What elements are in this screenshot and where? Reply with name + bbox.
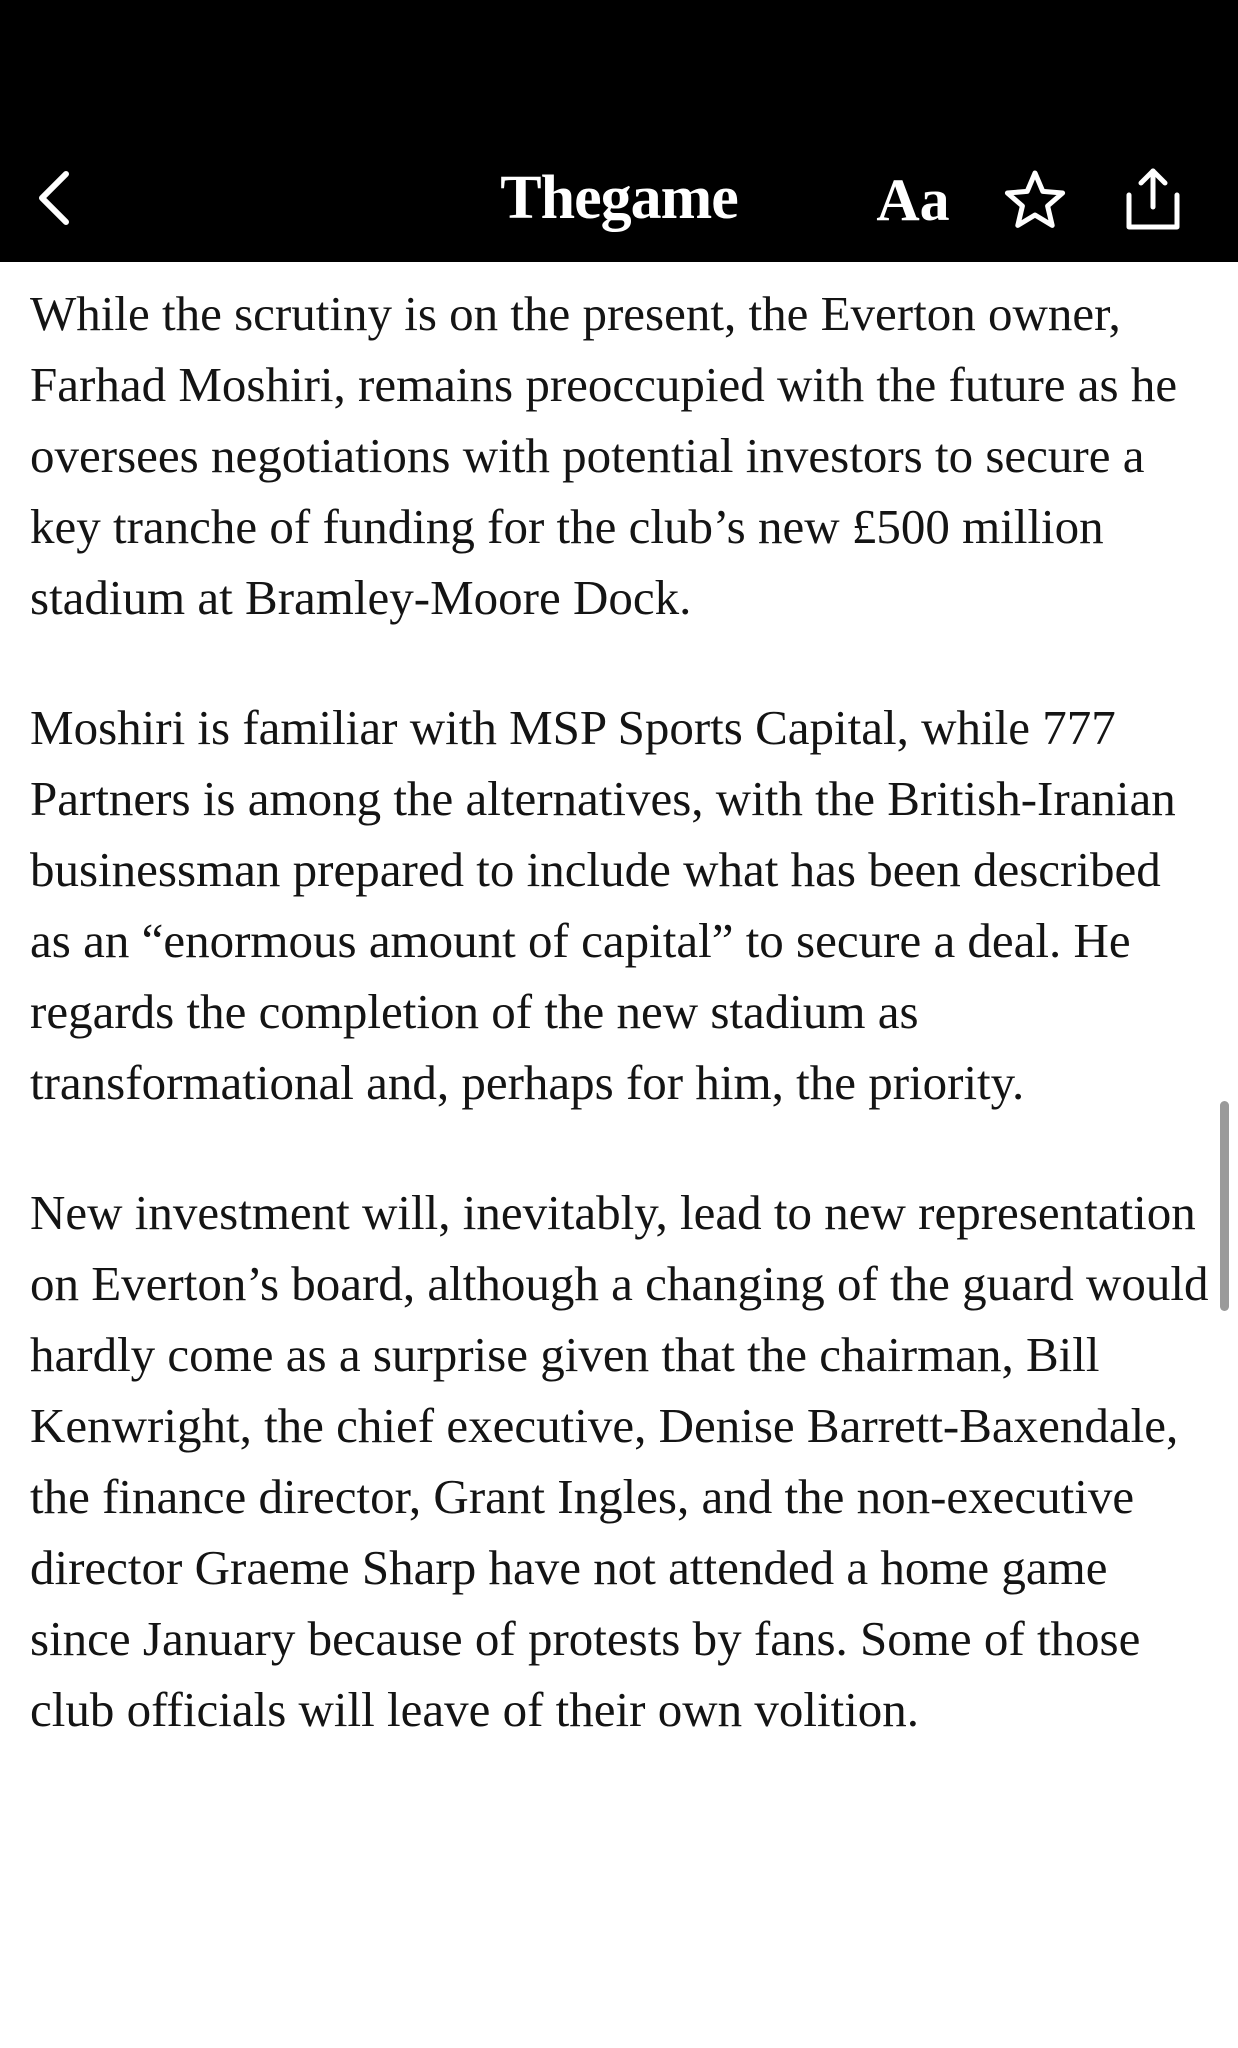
article-paragraph: New investment will, inevitably, lead to new representation on Everton’s board, although a changing of the guard would hardly come as a surprise given that the chairman, Bill Kenwright, the chief executive, Denise Barrett-Baxendale, the finance director, Grant Ingles, and the non-executive director Graeme Sharp have not attended a home game since January because of protests by fans. Some of those club officials will leave of their own volition. [30, 1185, 1209, 1737]
article-body [30, 278, 1210, 1804]
article-paragraph: While the scrutiny is on the present, the Everton owner, Farhad Moshiri, remains preoccupied with the future as he oversees negotiations with potential investors to secure a key tranche of funding for the club’s new £500 million stadium at Bramley-Moore Dock. [30, 286, 1178, 625]
font-size-button[interactable]: Aa [876, 167, 950, 233]
vertical-scrollbar[interactable] [1220, 1101, 1229, 1311]
top-navigation-bar [0, 0, 1238, 262]
bookmark-button[interactable] [998, 160, 1072, 240]
chevron-left-icon [34, 168, 74, 228]
article-paragraph: Moshiri is familiar with MSP Sports Capital, while 777 Partners is among the alternatives, with the British-Iranian businessman prepared to include what has been described as an “enormous amount of capital” to secure a deal. He regards the completion of the new stadium as transformational and, perhaps for him, the priority. [30, 700, 1176, 1110]
back-button[interactable] [22, 160, 86, 236]
share-button[interactable] [1116, 158, 1190, 242]
share-icon [1123, 167, 1183, 233]
publication-title: Thegame [500, 164, 738, 232]
star-icon [1003, 169, 1067, 231]
